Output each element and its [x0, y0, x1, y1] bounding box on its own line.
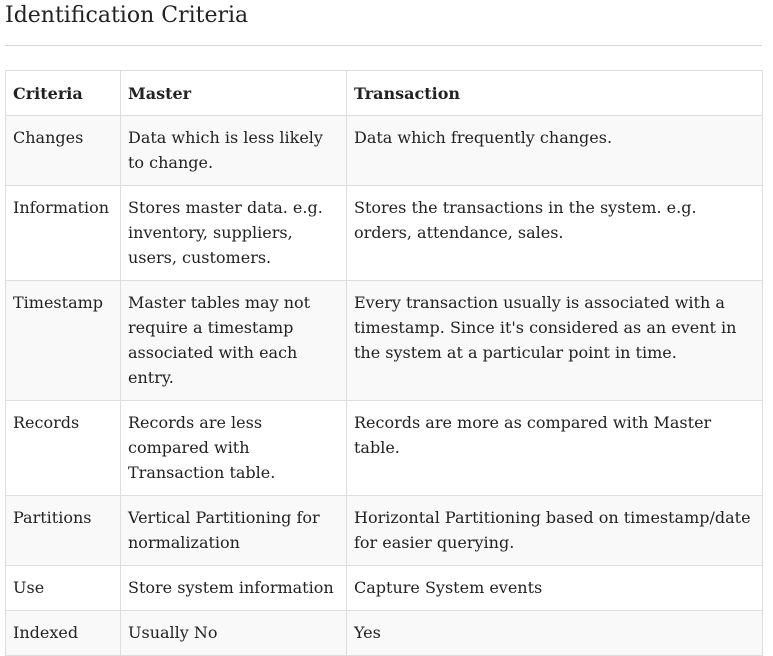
transaction-cell: Horizontal Partitioning based on timestamp/date for easier querying.	[347, 496, 763, 566]
table-row	[6, 566, 763, 611]
transaction-cell: Yes	[347, 611, 763, 656]
criteria-cell: Use	[6, 566, 121, 611]
transaction-cell: Data which frequently changes.	[347, 116, 763, 186]
column-header-master: Master	[121, 71, 347, 116]
master-cell: Vertical Partitioning for normalization	[121, 496, 347, 566]
master-cell: Records are less compared with Transaction table.	[121, 401, 347, 496]
table-row	[6, 401, 763, 496]
column-header-criteria: Criteria	[6, 71, 121, 116]
criteria-cell: Timestamp	[6, 281, 121, 401]
master-cell: Stores master data. e.g. inventory, suppliers, users, customers.	[121, 186, 347, 281]
heading-divider	[5, 45, 762, 46]
master-cell: Store system information	[121, 566, 347, 611]
transaction-cell: Records are more as compared with Master table.	[347, 401, 763, 496]
transaction-cell: Stores the transactions in the system. e.g. orders, attendance, sales.	[347, 186, 763, 281]
table-row	[6, 116, 763, 186]
column-header-transaction: Transaction	[347, 71, 763, 116]
criteria-cell: Partitions	[6, 496, 121, 566]
criteria-cell: Information	[6, 186, 121, 281]
transaction-cell: Every transaction usually is associated with a timestamp. Since it's considered as an event in the system at a particular point in time.	[347, 281, 763, 401]
master-cell: Usually No	[121, 611, 347, 656]
criteria-cell: Records	[6, 401, 121, 496]
criteria-table	[5, 70, 763, 656]
master-cell: Master tables may not require a timestamp associated with each entry.	[121, 281, 347, 401]
master-cell: Data which is less likely to change.	[121, 116, 347, 186]
page-title: Identification Criteria	[5, 3, 249, 28]
table-row	[6, 611, 763, 656]
table-row	[6, 496, 763, 566]
table-row	[6, 186, 763, 281]
transaction-cell: Capture System events	[347, 566, 763, 611]
table-header-row	[6, 71, 763, 116]
criteria-cell: Indexed	[6, 611, 121, 656]
criteria-cell: Changes	[6, 116, 121, 186]
table-row	[6, 281, 763, 401]
